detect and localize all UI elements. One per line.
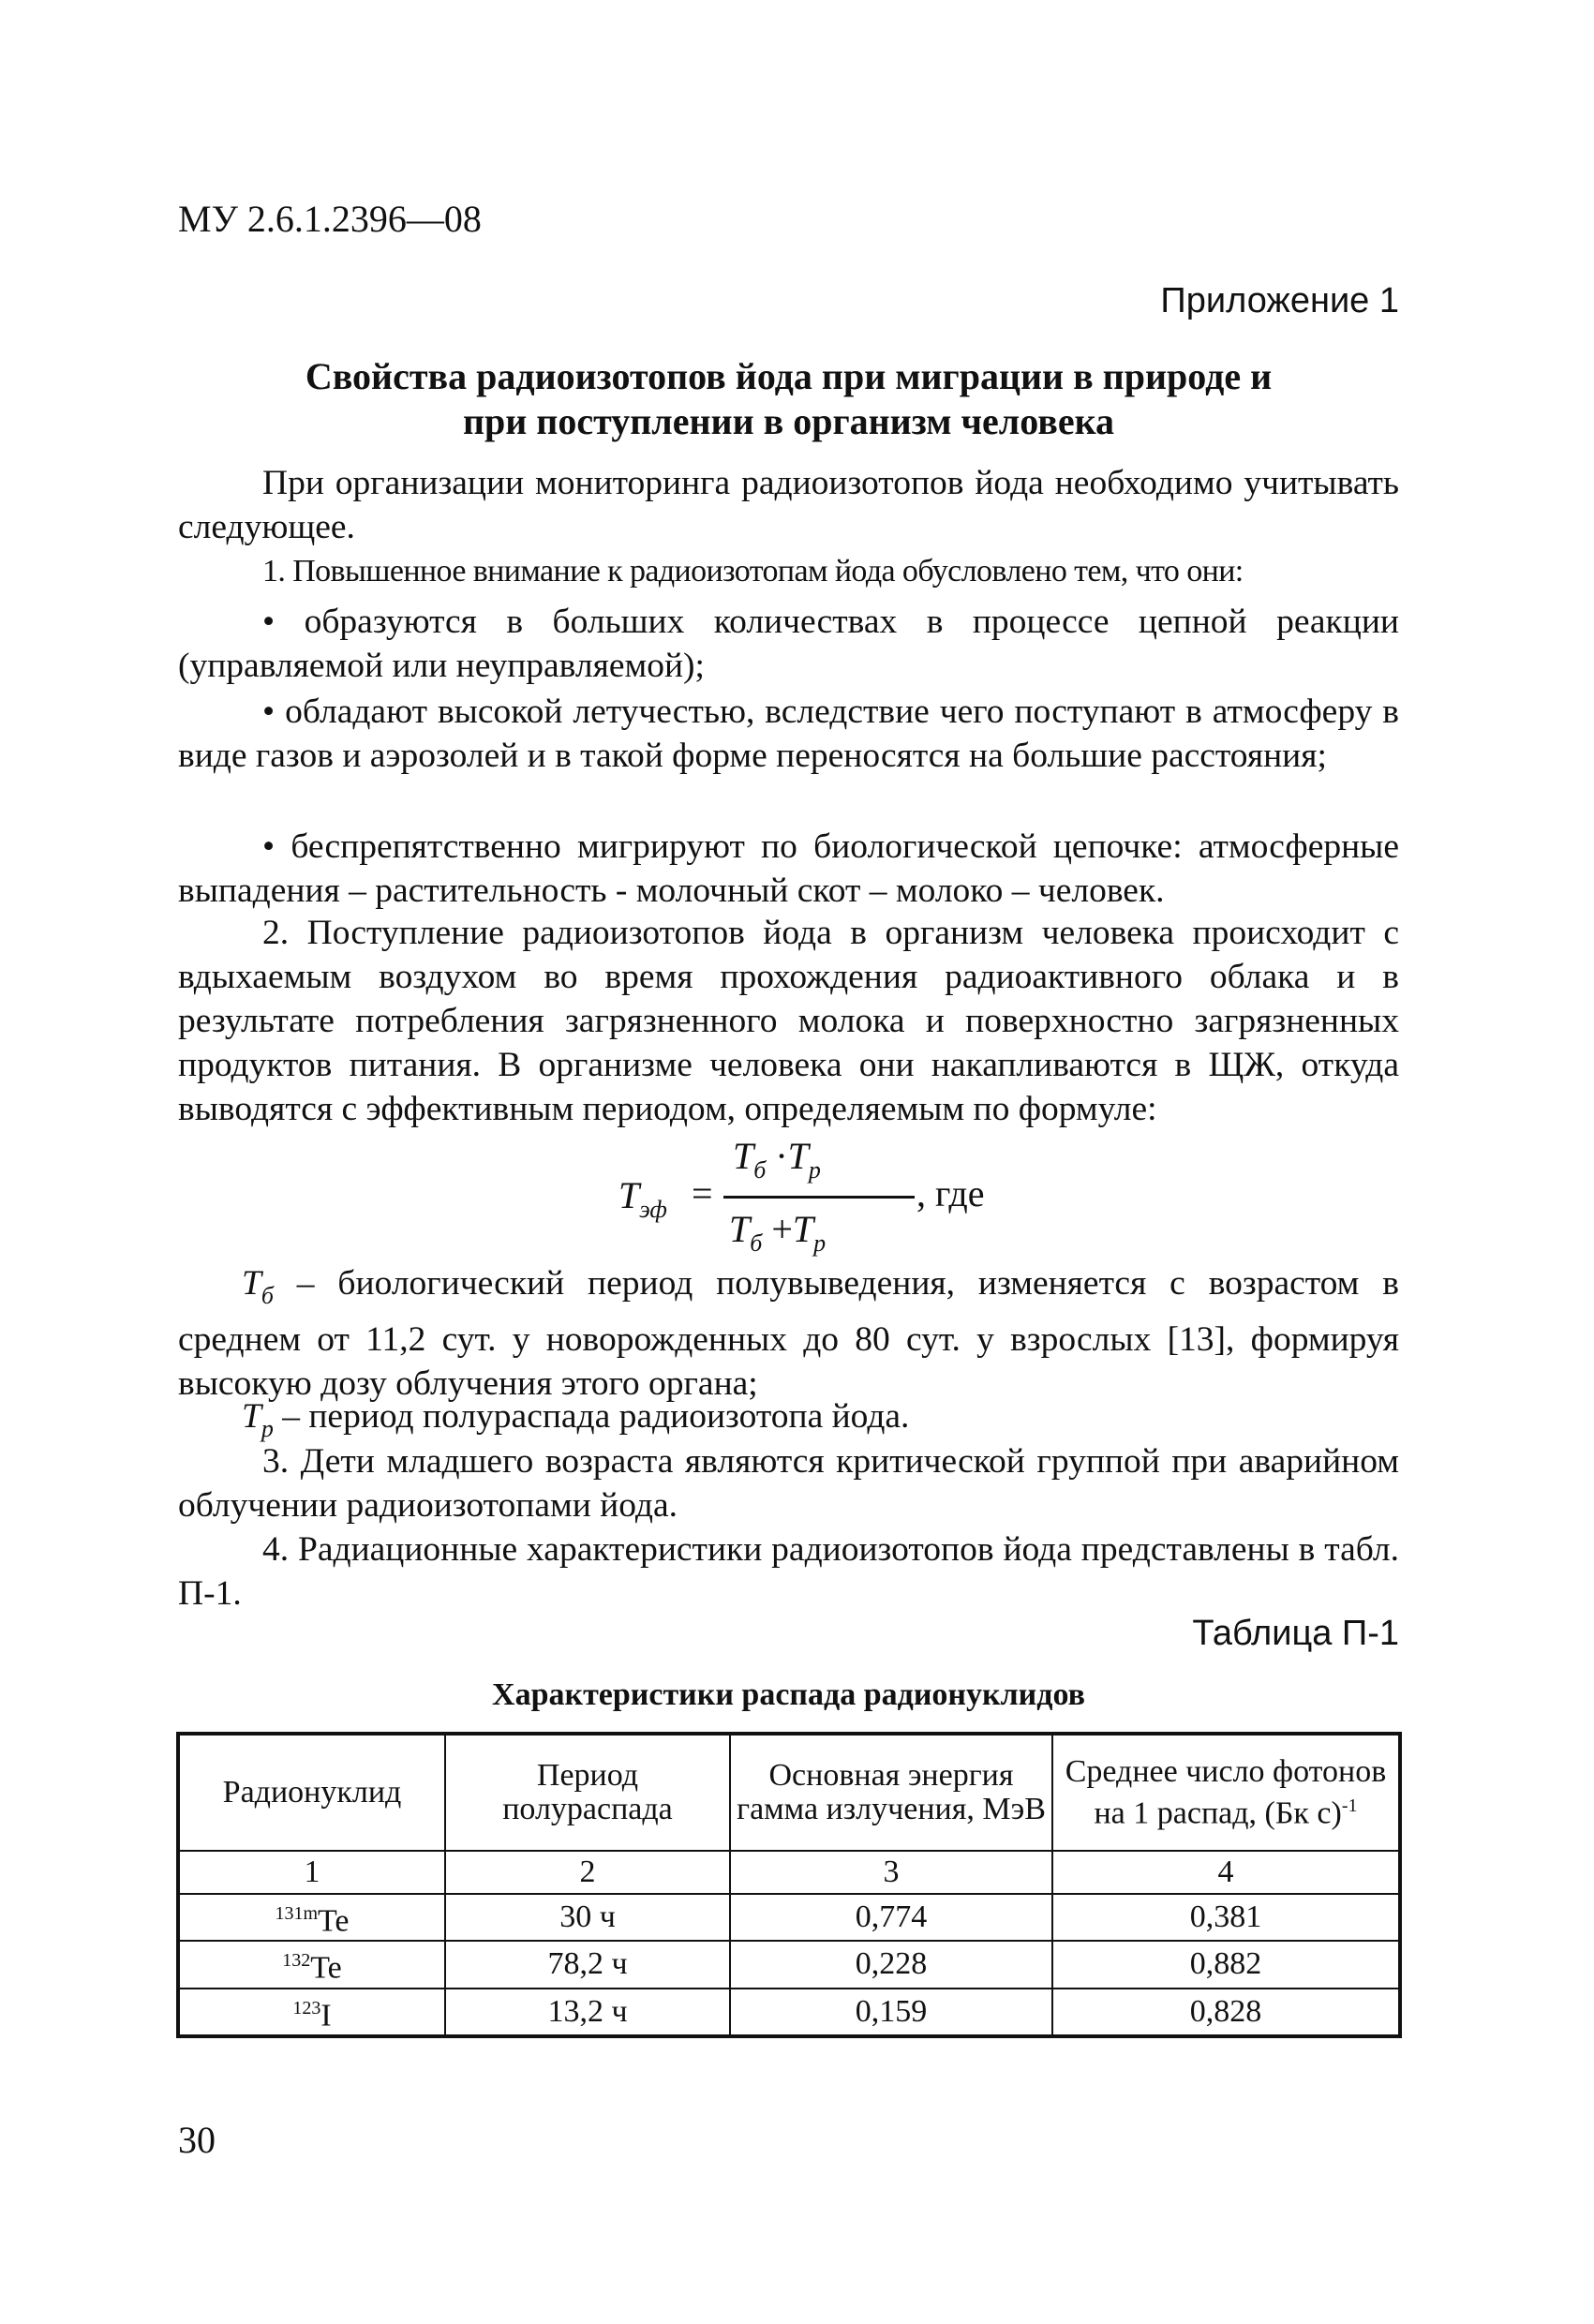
tb-definition: $T_б$ – биологический период полувыведения, изменяется с возрастом в среднем от 11,2 сут. у новорожденных до 80 сут. у взрослых [13], формируя высокую дозу облучения этого органа; [178, 1264, 1399, 1403]
header-cell: Среднее число фотонов на 1 распад, (Бк с)$^{-1}$ [1052, 1734, 1400, 1851]
table-label: Таблица П-1 [1192, 1614, 1399, 1653]
half-life-cell: 78,2 ч [445, 1941, 730, 1988]
formula-tail: , где [916, 1172, 985, 1214]
document-code: МУ 2.6.1.2396—08 [178, 198, 482, 240]
formula-equals: = [692, 1172, 713, 1214]
energy-cell: 0,159 [730, 1989, 1052, 2036]
formula-numerator: $T_б \cdot T_p$ [733, 1135, 821, 1184]
decay-characteristics-table [176, 1732, 1402, 2038]
column-number: 2 [445, 1851, 730, 1894]
table-title: Характеристики распада радионуклидов [492, 1677, 1085, 1712]
photons-cell: 0,381 [1052, 1894, 1400, 1941]
photons-cell: 0,828 [1052, 1989, 1400, 2036]
point-3-paragraph: 3. Дети младшего возраста являются критической группой при аварийном облучении радиоизотопами йода. [178, 1442, 1399, 1525]
column-number-row [178, 1851, 1400, 1894]
tp-definition: $T_p$ – период полураспада радиоизотопа йода. [242, 1397, 910, 1442]
table-row [178, 1941, 1400, 1988]
formula-lhs: $T_{эф}$ [618, 1174, 667, 1223]
column-number: 4 [1052, 1851, 1400, 1894]
table-header-row [178, 1734, 1400, 1851]
bullet-item: • обладают высокой летучестью, вследствие чего поступают в атмосферу в виде газов и аэрозолей и в такой форме переносятся на большие расстояния; [178, 693, 1399, 775]
energy-cell: 0,774 [730, 1894, 1052, 1941]
nuclide-cell: $^{131m}$Te [178, 1894, 445, 1941]
formula-denominator: $T_б +T_p$ [729, 1208, 827, 1257]
page-number: 30 [178, 2119, 216, 2161]
half-life-cell: 30 ч [445, 1894, 730, 1941]
point-1-lead: 1. Повышенное внимание к радиоизотопам йода обусловлено тем, что они: [262, 554, 1244, 588]
effective-period-formula [618, 1134, 1087, 1256]
energy-cell: 0,228 [730, 1941, 1052, 1988]
column-number: 3 [730, 1851, 1052, 1894]
title-line-1: Свойства радиоизотопов йода при миграции в природе и [305, 355, 1273, 397]
header-cell: Основная энергия гамма излучения, МэВ [730, 1734, 1052, 1851]
title-line-2: при поступлении в организм человека [462, 400, 1115, 442]
fraction-bar [723, 1196, 915, 1199]
table-row [178, 1894, 1400, 1941]
appendix-label: Приложение 1 [1160, 281, 1399, 320]
header-cell: Радионуклид [178, 1734, 445, 1851]
point-2-paragraph: 2. Поступление радиоизотопов йода в организм человека происходит с вдыхаемым воздухом во время прохождения радиоактивного облака и в результате потребления загрязненного молока и поверхностно загрязненных продуктов питания. В организме человека они накапливаются в ЩЖ, откуда выводятся с эффективным периодом, определяемым по формуле: [178, 914, 1399, 1128]
nuclide-cell: $^{123}$I [178, 1989, 445, 2036]
page-title [178, 354, 1399, 444]
bullet-item: • беспрепятственно мигрируют по биологической цепочке: атмосферные выпадения – растительность - молочный скот – молоко – человек. [178, 827, 1399, 910]
half-life-cell: 13,2 ч [445, 1989, 730, 2036]
header-cell: Период полураспада [445, 1734, 730, 1851]
table-row [178, 1989, 1400, 2036]
photons-cell: 0,882 [1052, 1941, 1400, 1988]
point-4-paragraph: 4. Радиационные характеристики радиоизотопов йода представлены в табл. П-1. [178, 1530, 1399, 1613]
bullet-item: • образуются в больших количествах в процессе цепной реакции (управляемой или неуправляемой); [178, 603, 1399, 685]
column-number: 1 [178, 1851, 445, 1894]
intro-paragraph: При организации мониторинга радиоизотопов йода необходимо учитывать следующее. [178, 464, 1399, 546]
nuclide-cell: $^{132}$Te [178, 1941, 445, 1988]
